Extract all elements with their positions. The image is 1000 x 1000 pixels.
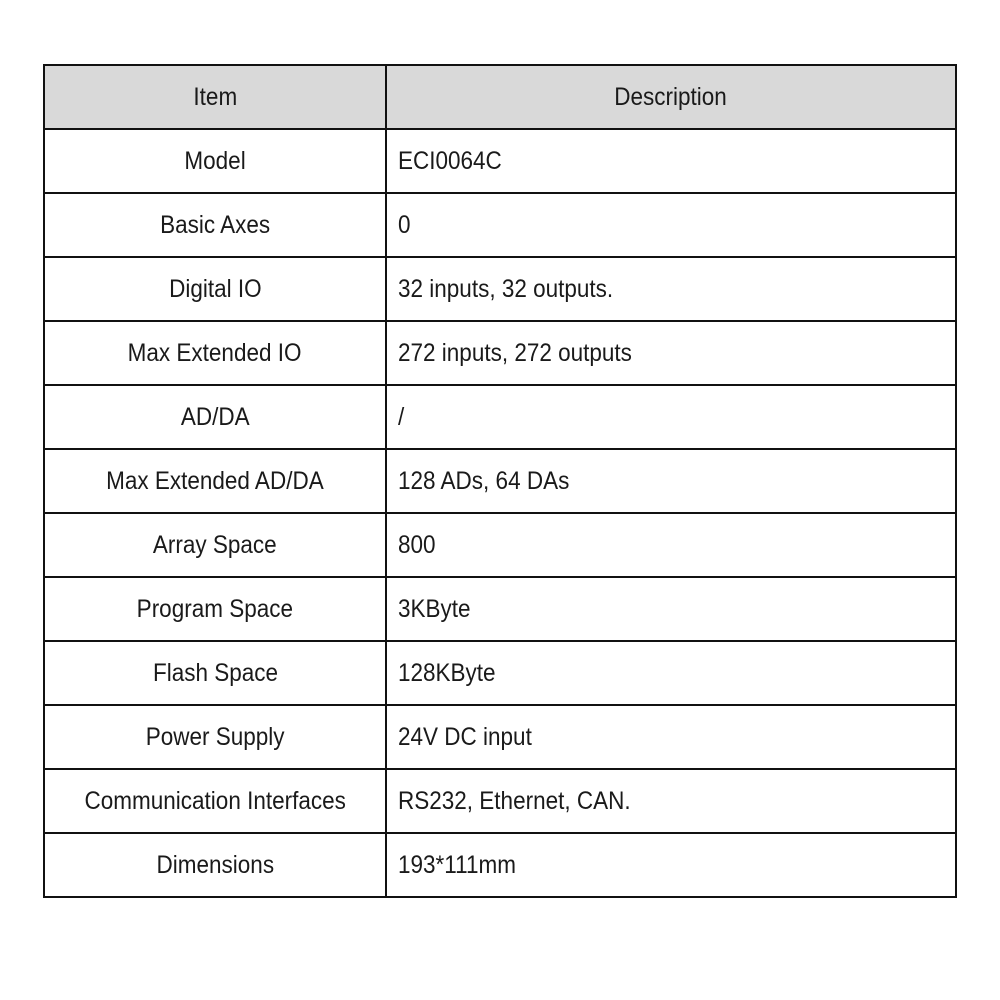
description-cell — [386, 257, 956, 321]
item-label: Max Extended IO — [128, 338, 302, 367]
table-row — [44, 513, 956, 577]
item-label: Power Supply — [145, 722, 285, 751]
item-label: Program Space — [136, 594, 294, 623]
item-label: Dimensions — [156, 850, 274, 879]
table-row — [44, 769, 956, 833]
description-value: / — [398, 402, 405, 431]
description-cell — [386, 705, 956, 769]
table-row — [44, 449, 956, 513]
table-row — [44, 193, 956, 257]
description-cell — [386, 769, 956, 833]
item-cell — [44, 705, 386, 769]
description-value: 193*111mm — [398, 850, 516, 879]
description-cell — [386, 513, 956, 577]
description-cell — [386, 385, 956, 449]
table-row — [44, 705, 956, 769]
description-value: 0 — [398, 210, 411, 239]
description-cell — [386, 641, 956, 705]
column-header-description — [386, 65, 956, 129]
item-label: AD/DA — [180, 402, 250, 431]
table-row — [44, 129, 956, 193]
item-cell — [44, 641, 386, 705]
item-cell — [44, 449, 386, 513]
spec-table — [43, 64, 957, 898]
description-cell — [386, 449, 956, 513]
item-cell — [44, 257, 386, 321]
item-cell — [44, 769, 386, 833]
description-cell — [386, 129, 956, 193]
description-value: 128 ADs, 64 DAs — [398, 466, 570, 495]
description-cell — [386, 193, 956, 257]
item-label: Digital IO — [168, 274, 262, 303]
item-cell — [44, 577, 386, 641]
item-cell — [44, 833, 386, 897]
item-label: Communication Interfaces — [84, 786, 346, 815]
item-cell — [44, 193, 386, 257]
table-row — [44, 833, 956, 897]
description-value: 128KByte — [398, 658, 496, 687]
item-label: Array Space — [153, 530, 277, 559]
item-label: Max Extended AD/DA — [106, 466, 324, 495]
description-value: RS232, Ethernet, CAN. — [398, 786, 631, 815]
item-label: Model — [184, 146, 246, 175]
description-value: 800 — [398, 530, 436, 559]
description-value: 24V DC input — [398, 722, 532, 751]
column-header-item-label: Item — [193, 82, 237, 111]
item-cell — [44, 385, 386, 449]
item-label: Basic Axes — [159, 210, 271, 239]
table-row — [44, 641, 956, 705]
column-header-item — [44, 65, 386, 129]
description-cell — [386, 577, 956, 641]
description-value: ECI0064C — [398, 146, 502, 175]
description-cell — [386, 833, 956, 897]
table-row — [44, 257, 956, 321]
header-row — [44, 65, 956, 129]
description-value: 3KByte — [398, 594, 471, 623]
item-cell — [44, 129, 386, 193]
description-value: 272 inputs, 272 outputs — [398, 338, 632, 367]
table-row — [44, 577, 956, 641]
description-cell — [386, 321, 956, 385]
table-row — [44, 385, 956, 449]
item-cell — [44, 513, 386, 577]
table-row — [44, 321, 956, 385]
table-header — [44, 65, 956, 129]
item-cell — [44, 321, 386, 385]
description-value: 32 inputs, 32 outputs. — [398, 274, 614, 303]
item-label: Flash Space — [152, 658, 278, 687]
table-body — [44, 129, 956, 897]
column-header-description-label: Description — [614, 82, 728, 111]
